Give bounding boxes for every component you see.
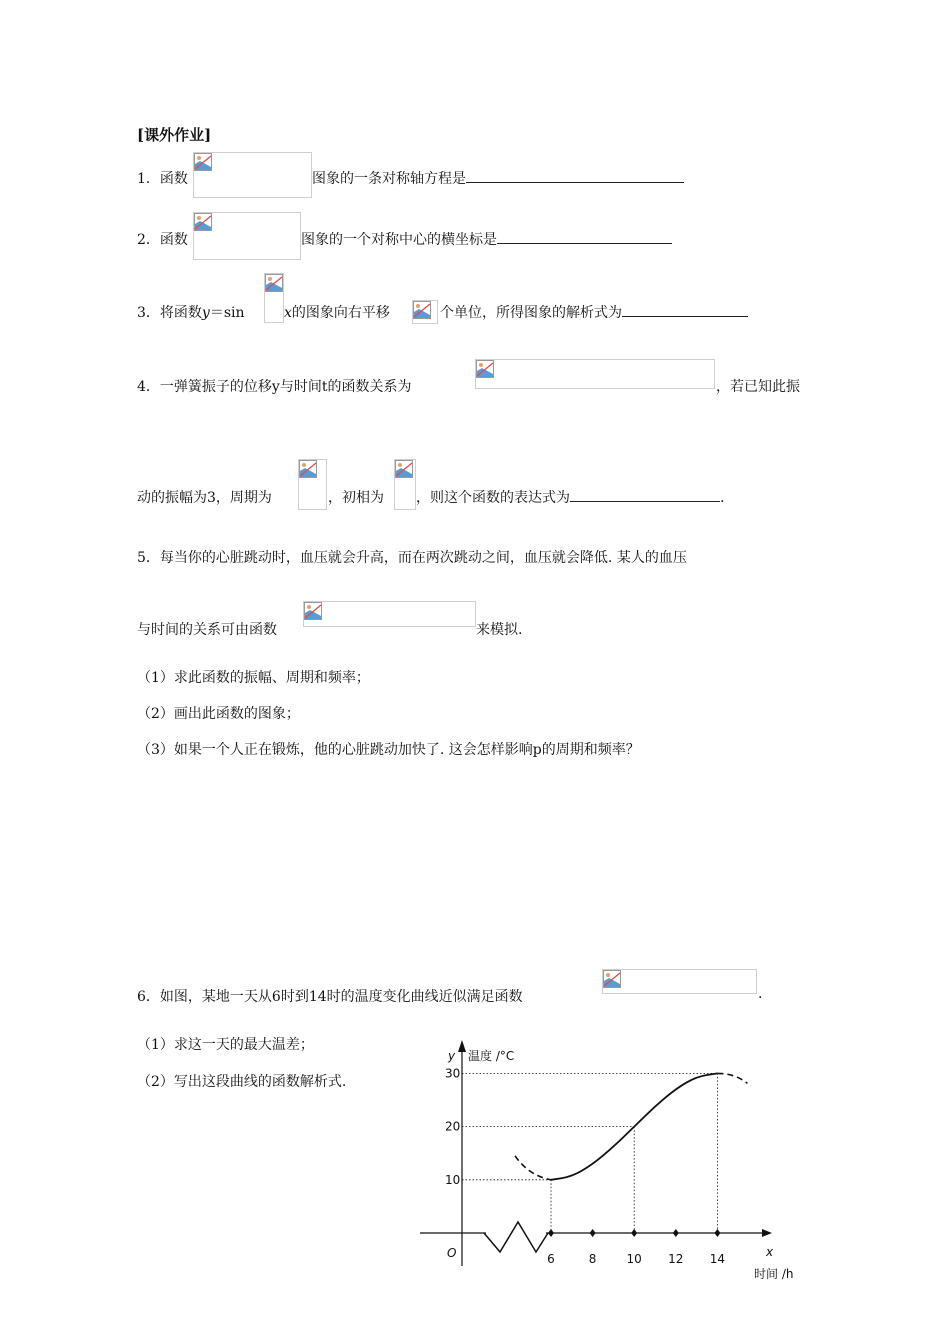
x-tick-label: 12 (668, 1252, 684, 1266)
x-axis-name: x (766, 1245, 774, 1259)
curve-extension-right (717, 1073, 747, 1083)
q3-eq: ＝sin (209, 305, 245, 321)
q1-answer-blank[interactable] (466, 168, 684, 183)
q3-answer-blank[interactable] (622, 302, 748, 317)
question-3 (137, 302, 245, 322)
x-tick-label: 14 (709, 1252, 726, 1266)
question-1 (137, 168, 188, 188)
y-tick-label: 20 (445, 1119, 461, 1134)
q3-middle: 的图象向右平移 (291, 305, 390, 321)
q4-phase-image (394, 459, 416, 510)
broken-image-icon (194, 213, 212, 231)
q1-prefix: 函数 (159, 171, 188, 187)
question-5-line2-rest: 来模拟. (476, 622, 523, 638)
q2-number: 2． (137, 232, 160, 248)
q6-sub-2: （2）写出这段曲线的函数解析式. (137, 1074, 347, 1090)
question-4-line2: 动的振幅为3，周期为 (137, 490, 272, 506)
question-3-rest (440, 302, 748, 322)
q4-line2-suffix: ，则这个函数的表达式为 (416, 490, 570, 506)
x-tick-marker (631, 1229, 637, 1237)
question-2 (137, 229, 188, 249)
q6-prefix: 如图，某地一天从6时到14时的温度变化曲线近似满足函数 (159, 989, 523, 1005)
q6-number: 6． (137, 989, 160, 1005)
q4-number: 4． (137, 379, 160, 395)
q3-fraction-image (264, 273, 284, 323)
q3-number: 3． (137, 305, 160, 321)
x-tick-label: 10 (626, 1252, 642, 1266)
axis-break-zigzag (484, 1222, 548, 1252)
q6-sub-1: （1）求这一天的最大温差； (137, 1037, 314, 1053)
q1-number: 1． (137, 171, 160, 187)
question-4 (137, 376, 411, 396)
y-axis-arrow (458, 1040, 466, 1052)
q5-sub-1: （1）求此函数的振幅、周期和频率； (137, 670, 370, 686)
q3-suffix: 个单位，所得图象的解析式为 (440, 305, 622, 321)
x-tick-marker (714, 1229, 720, 1237)
q3-prefix: 将函数 (159, 305, 202, 321)
broken-image-icon (603, 970, 621, 988)
q4-end: . (720, 490, 725, 506)
temperature-curve (551, 1073, 717, 1179)
q4-answer-blank[interactable] (570, 487, 720, 502)
q6-formula-image (602, 969, 757, 994)
x-tick-marker (590, 1229, 596, 1237)
x-axis-arrow (762, 1229, 772, 1237)
x-axis-label: 时间 /h (754, 1267, 794, 1281)
q4-period-image (298, 459, 327, 510)
x-tick-marker (673, 1229, 679, 1237)
y-axis-label: 温度 /°C (468, 1049, 515, 1063)
q3-x: x (284, 305, 292, 321)
broken-image-icon (413, 301, 431, 319)
question-6 (137, 986, 523, 1006)
q5-line1: 每当你的心脏跳动时，血压就会升高，而在两次跳动之间，血压就会降低. 某人的血压 (159, 550, 687, 566)
question-5-line2: 与时间的关系可由函数 (137, 622, 277, 638)
section-title: [课外作业] (137, 126, 212, 144)
x-tick-label: 6 (547, 1252, 555, 1266)
q5-formula-image (303, 601, 476, 627)
origin-label: O (447, 1246, 457, 1260)
x-tick-label: 8 (588, 1252, 597, 1266)
y-tick-label: 10 (445, 1172, 461, 1187)
q3-y: y (201, 305, 210, 321)
q1-suffix: 图象的一条对称轴方程是 (312, 171, 466, 187)
q3-shift-image (412, 300, 438, 324)
question-2-rest (301, 229, 672, 249)
broken-image-icon (194, 153, 212, 171)
q2-answer-blank[interactable] (497, 229, 672, 244)
q2-suffix: 图象的一个对称中心的横坐标是 (301, 232, 497, 248)
broken-image-icon (299, 460, 317, 478)
broken-image-icon (395, 460, 413, 478)
broken-image-icon (476, 360, 494, 378)
broken-image-icon (265, 274, 283, 292)
question-4-rest: ，若已知此振 (716, 379, 800, 395)
q5-sub-3: （3）如果一个人正在锻炼，他的心脏跳动加快了. 这会怎样影响p的周期和频率？ (137, 742, 640, 758)
question-3-mid (284, 302, 390, 322)
q4-prefix: 一弹簧振子的位移y与时间t的函数关系为 (159, 379, 412, 395)
y-axis-name: y (448, 1049, 456, 1063)
question-4-line2-rest (416, 487, 724, 507)
q4-formula-image (475, 359, 715, 389)
question-4-line2-mid: ，初相为 (328, 490, 384, 506)
q1-formula-image (193, 152, 312, 198)
q2-formula-image (193, 212, 301, 260)
q2-prefix: 函数 (159, 232, 188, 248)
curve-extension-left (515, 1156, 551, 1180)
question-1-rest (312, 168, 684, 188)
question-5 (137, 547, 687, 567)
broken-image-icon (304, 602, 322, 620)
y-tick-label: 30 (445, 1066, 461, 1081)
question-6-end: . (758, 986, 763, 1002)
q5-sub-2: （2）画出此函数的图象； (137, 706, 300, 722)
q5-number: 5． (137, 550, 160, 566)
x-tick-marker (548, 1229, 554, 1237)
